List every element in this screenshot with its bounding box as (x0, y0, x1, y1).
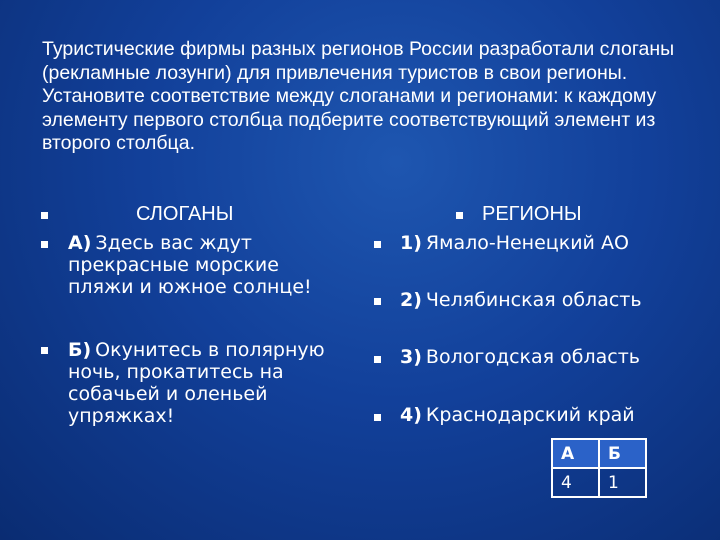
bullet-icon (456, 212, 463, 219)
region-3 (400, 346, 640, 368)
regions-heading: РЕГИОНЫ (482, 203, 582, 225)
slogan-a-label: А) (68, 232, 92, 254)
bullet-icon (41, 241, 48, 248)
region-2-text: Челябинская область (425, 289, 642, 311)
answer-value-b: 1 (599, 468, 646, 497)
region-1 (400, 232, 629, 254)
bullet-icon (41, 212, 48, 219)
slogan-b (68, 339, 348, 427)
region-4 (400, 404, 635, 426)
answer-table-header-row (552, 439, 646, 468)
bullet-icon (374, 241, 381, 248)
answer-table (551, 438, 647, 498)
region-4-text: Краснодарский край (425, 404, 635, 426)
answer-table-row (552, 468, 646, 497)
slogan-a-text: Здесь вас ждут прекрасные морские пляжи и южное солнце! (68, 232, 312, 298)
task-text: Туристические фирмы разных регионов России разработали слоганы (рекламные лозунги) для привлечения туристов в свои регионы. Установите соответствие между слоганами и регионами: к каждому элементу первого столбца подберите соответствующий элемент из второго столбца. (42, 38, 675, 154)
bullet-icon (374, 356, 381, 363)
region-4-label: 4) (400, 404, 422, 426)
slogan-a (68, 232, 338, 298)
region-3-label: 3) (400, 346, 422, 368)
region-2 (400, 289, 642, 311)
slogan-b-label: Б) (68, 339, 92, 361)
answer-value-a: 4 (552, 468, 599, 497)
bullet-icon (41, 347, 48, 354)
bullet-icon (374, 298, 381, 305)
slogan-b-text: Окунитесь в полярную ночь, прокатитесь на собачьей и оленьей упряжках! (68, 339, 325, 427)
region-1-label: 1) (400, 232, 422, 254)
bullet-icon (374, 414, 381, 421)
region-3-text: Вологодская область (425, 346, 640, 368)
region-1-text: Ямало-Ненецкий АО (425, 232, 629, 254)
answer-header-b: Б (599, 439, 646, 468)
answer-header-a: А (552, 439, 599, 468)
region-2-label: 2) (400, 289, 422, 311)
slogans-heading: СЛОГАНЫ (136, 203, 234, 225)
